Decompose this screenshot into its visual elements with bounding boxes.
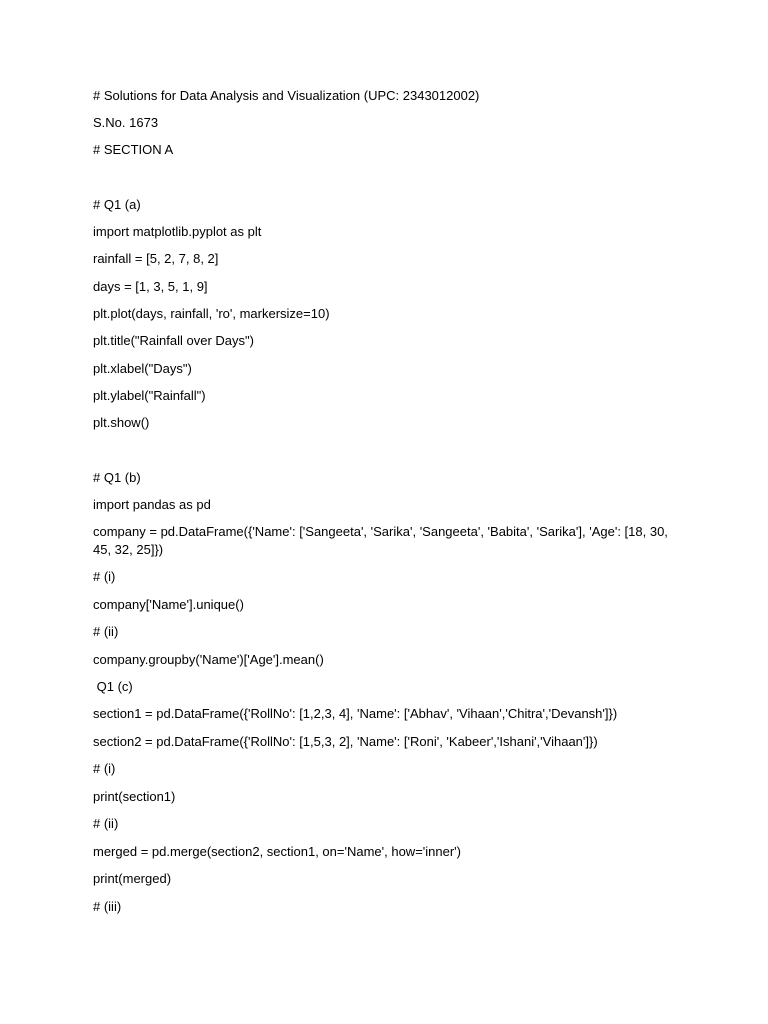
comment-line: # (iii): [93, 899, 122, 914]
code-line: print(merged): [93, 871, 172, 886]
code-line: days = [1, 3, 5, 1, 9]: [93, 279, 208, 294]
question-heading-line: # Q1 (a): [93, 197, 141, 212]
question-heading-line: # Q1 (b): [93, 470, 141, 485]
code-line: print(section1): [93, 789, 176, 804]
code-line: rainfall = [5, 2, 7, 8, 2]: [93, 251, 219, 266]
code-line: company = pd.DataFrame({'Name': ['Sangeeta', 'Sarika', 'Sangeeta', 'Babita', 'Sarika'], 'Age': [18, 30, 45, 32, 25]}): [93, 524, 672, 557]
comment-line: # (i): [93, 569, 116, 584]
serial-number-line: S.No. 1673: [93, 115, 159, 130]
code-line: plt.title("Rainfall over Days"): [93, 333, 254, 348]
comment-line: # (i): [93, 761, 116, 776]
code-line: section1 = pd.DataFrame({'RollNo': [1,2,3, 4], 'Name': ['Abhav', 'Vihaan','Chitra','Devansh']}): [93, 706, 618, 721]
question-heading-line: Q1 (c): [93, 679, 133, 694]
code-line: section2 = pd.DataFrame({'RollNo': [1,5,3, 2], 'Name': ['Roni', 'Kabeer','Ishani','Vihaan']}): [93, 734, 598, 749]
code-line: plt.ylabel("Rainfall"): [93, 388, 206, 403]
code-line: plt.show(): [93, 415, 150, 430]
comment-line: # (ii): [93, 624, 119, 639]
code-line: company.groupby('Name')['Age'].mean(): [93, 652, 324, 667]
code-line: plt.plot(days, rainfall, 'ro', markersize=10): [93, 306, 330, 321]
code-line: plt.xlabel("Days"): [93, 361, 192, 376]
comment-line: # (ii): [93, 816, 119, 831]
code-line: import matplotlib.pyplot as plt: [93, 224, 262, 239]
section-heading-line: # SECTION A: [93, 142, 174, 157]
document-title-line: # Solutions for Data Analysis and Visualization (UPC: 2343012002): [93, 88, 480, 103]
code-line: company['Name'].unique(): [93, 597, 244, 612]
code-line: import pandas as pd: [93, 497, 211, 512]
code-line: merged = pd.merge(section2, section1, on='Name', how='inner'): [93, 844, 461, 859]
